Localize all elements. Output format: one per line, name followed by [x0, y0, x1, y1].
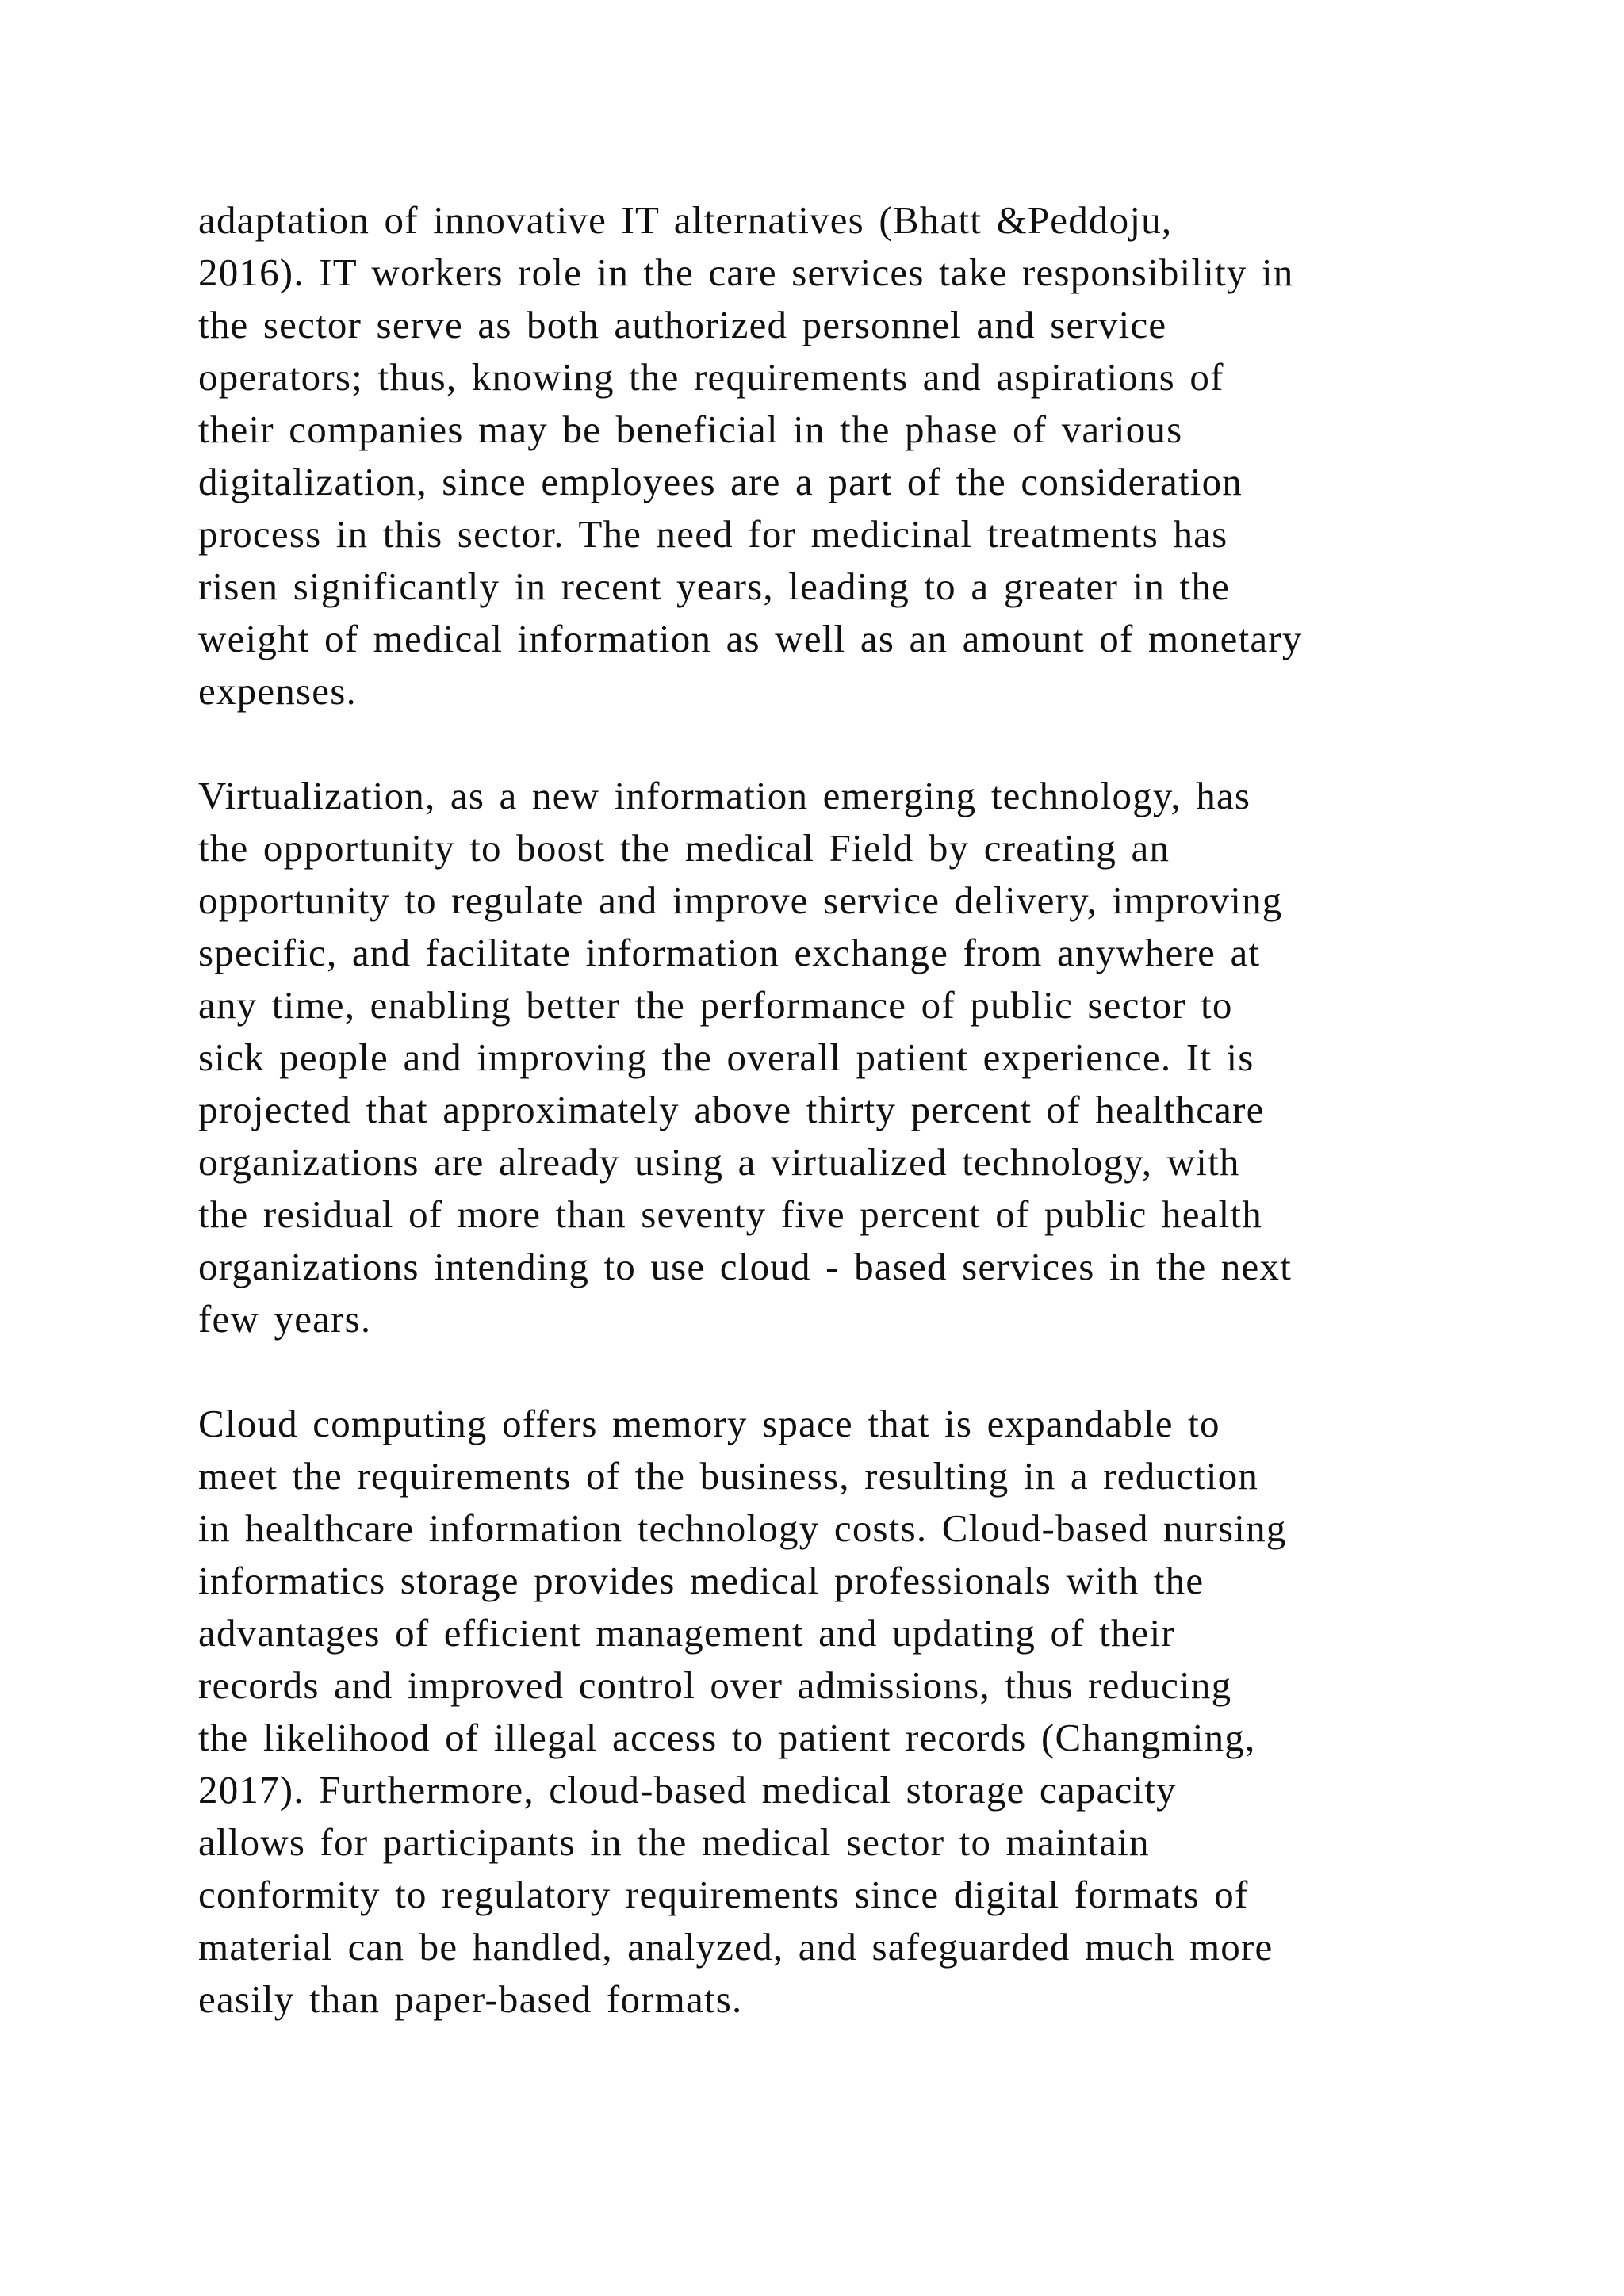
text-line: records and improved control over admissions, thus reducing	[198, 1663, 1232, 1707]
text-line: in healthcare information technology costs. Cloud-based nursing	[198, 1506, 1287, 1550]
text-line: conformity to regulatory requirements since digital formats of	[198, 1873, 1249, 1916]
text-line: the sector serve as both authorized personnel and service	[198, 303, 1167, 346]
text-line: meet the requirements of the business, resulting in a reduction	[198, 1454, 1259, 1498]
text-line: 2017). Furthermore, cloud-based medical storage capacity	[198, 1768, 1177, 1812]
text-line: easily than paper-based formats.	[198, 1977, 743, 2021]
text-line: advantages of efficient management and updating of their	[198, 1611, 1175, 1655]
text-line: weight of medical information as well as an amount of monetary	[198, 617, 1303, 660]
text-line: the likelihood of illegal access to patient records (Changming,	[198, 1716, 1256, 1759]
text-line: any time, enabling better the performance of public sector to	[198, 983, 1233, 1027]
text-line: the residual of more than seventy five percent of public health	[198, 1192, 1262, 1236]
text-line: few years.	[198, 1297, 372, 1341]
paragraph-3	[198, 1398, 1467, 2026]
text-line: risen significantly in recent years, leading to a greater in the	[198, 564, 1230, 608]
text-line: adaptation of innovative IT alternatives (Bhatt &Peddoju,	[198, 198, 1173, 242]
text-line: the opportunity to boost the medical Field by creating an	[198, 826, 1170, 870]
text-line: operators; thus, knowing the requirements and aspirations of	[198, 355, 1224, 399]
text-line: organizations intending to use cloud - based services in the next	[198, 1245, 1293, 1288]
text-line: 2016). IT workers role in the care services take responsibility in	[198, 251, 1294, 294]
text-line: Virtualization, as a new information emerging technology, has	[198, 774, 1251, 817]
text-line: their companies may be beneficial in the phase of various	[198, 408, 1183, 451]
paragraph-2	[198, 770, 1467, 1345]
text-line: Cloud computing offers memory space that is expandable to	[198, 1402, 1220, 1445]
text-line: opportunity to regulate and improve service delivery, improving	[198, 878, 1283, 922]
text-line: sick people and improving the overall patient experience. It is	[198, 1035, 1254, 1079]
paragraph-1	[198, 194, 1467, 718]
text-line: expenses.	[198, 669, 357, 713]
text-line: material can be handled, analyzed, and safeguarded much more	[198, 1925, 1274, 1969]
text-line: process in this sector. The need for medicinal treatments has	[198, 512, 1228, 556]
text-line: informatics storage provides medical professionals with the	[198, 1559, 1205, 1602]
text-line: organizations are already using a virtualized technology, with	[198, 1140, 1240, 1184]
document-body	[198, 194, 1467, 2078]
text-line: digitalization, since employees are a part of the consideration	[198, 460, 1243, 503]
text-line: projected that approximately above thirty percent of healthcare	[198, 1088, 1265, 1131]
text-line: allows for participants in the medical sector to maintain	[198, 1820, 1150, 1864]
text-line: specific, and facilitate information exchange from anywhere at	[198, 931, 1261, 974]
